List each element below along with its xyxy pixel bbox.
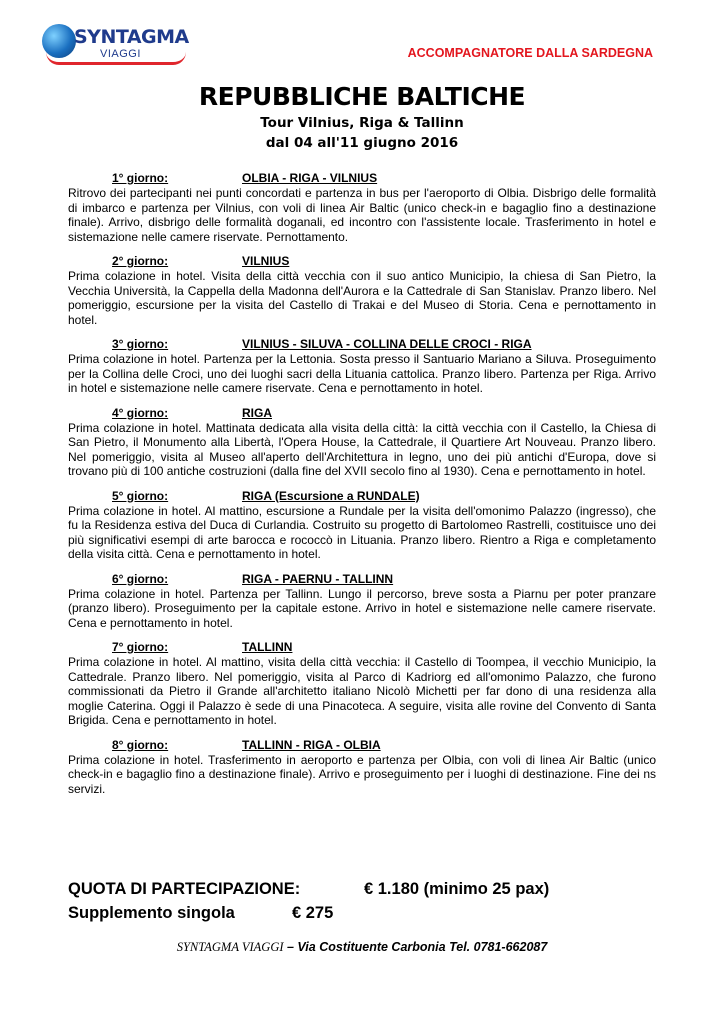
tour-dates: dal 04 all'11 giugno 2016 xyxy=(265,135,459,151)
price-line xyxy=(68,880,549,899)
day-route: TALLINN - RIGA - OLBIA xyxy=(242,737,381,752)
day-item xyxy=(68,254,656,327)
day-number: 2° giorno: xyxy=(112,254,169,268)
price-label: QUOTA DI PARTECIPAZIONE: xyxy=(68,880,301,898)
day-route: VILNIUS - SILUVA - COLLINA DELLE CROCI - RIGA xyxy=(242,337,532,351)
supplement-value: € 275 xyxy=(292,904,334,922)
price-value: € 1.180 (minimo 25 pax) xyxy=(364,880,550,898)
day-number: 7° giorno: xyxy=(112,640,169,654)
supplement-label: Supplemento singola xyxy=(68,904,235,922)
itinerary xyxy=(68,171,656,806)
footer-contact xyxy=(0,940,724,955)
day-description: Prima colazione in hotel. Mattinata dedicata alla visita della città: la città vecchia con il Castello, la Chiesa di San Pietro, il Monumento alla Libertà, l'Opera House, la Cattedrale, il Quartiere Art Nouveau. Pranzo libero. Nel pomeriggio, visita al Museo all'aperto dell'Architettura in legno, uno dei più antichi d'Europa, dove si trovano più di 100 antiche costruzioni (dalla fine del XVII secolo fino al 1930). Cena e pernottamento in hotel. xyxy=(68,420,656,478)
day-description: Prima colazione in hotel. Visita della città vecchia con il suo antico Municipio, la chiesa di San Pietro, la Vecchia Università, la Cappella della Madonna dell'Aurora e la Cattedrale di San Stanislav. Pranzo libero. Nel pomeriggio, escursione per la visita del Castello di Trakai e del Museo di Storia. Cena e pernottamento in hotel. xyxy=(68,269,656,327)
day-description: Prima colazione in hotel. Trasferimento in aeroporto e partenza per Olbia, con voli di linea Air Baltic (unico check-in e bagaglio fino a destinazione finale). Arrivo e proseguimento per i luoghi di destinazione. Fine dei ns servizi. xyxy=(68,752,656,796)
day-number: 8° giorno: xyxy=(112,737,169,752)
day-item xyxy=(68,337,656,396)
logo-name: SYNTAGMA xyxy=(74,26,189,48)
footer-address: – Via Costituente Carbonia Tel. 0781-662087 xyxy=(283,940,548,954)
day-description: Prima colazione in hotel. Partenza per la Lettonia. Sosta presso il Santuario Mariano a Siluva. Proseguimento per la Collina delle Croci, uno dei luoghi sacri della Lituania cattolica. Pranzo libero. Partenza per Riga. Arrivo in hotel e sistemazione nelle camere riservate. Cena e pernottamento in hotel. xyxy=(68,352,656,395)
day-item xyxy=(68,489,656,562)
day-number: 3° giorno: xyxy=(112,337,169,351)
footer-company: SYNTAGMA VIAGGI xyxy=(176,940,284,954)
day-description: Prima colazione in hotel. Al mattino, escursione a Rundale per la visita dell'omonimo Palazzo (ingresso), che fu la Residenza estiva del Duca di Curlandia. Costruito su progetto di Bartolomeo Rastrelli, costituisce uno dei più significativi esempi di arte barocca e rococcò in Lituania. Pranzo libero. Rientro a Riga e completamento della visita città. Cena e pernottamento in hotel. xyxy=(68,503,656,561)
day-route: VILNIUS xyxy=(242,254,290,268)
supplement-line xyxy=(68,904,333,923)
logo-sub: VIAGGI xyxy=(100,48,141,60)
page-title: REPUBBLICHE BALTICHE xyxy=(198,82,526,111)
day-description: Ritrovo dei partecipanti nei punti concordati e partenza in bus per l'aeroporto di Olbia. Disbrigo delle formalità di imbarco e partenza per Vilnius, con voli di linea Air Baltic (unico check-in e bagaglio fino a destinazione finale). Arrivo, disbrigo delle formalità doganali, ed incontro con l'assistente locale. Trasferimento in hotel e sistemazione nelle camere riservate. Pernottamento. xyxy=(68,186,656,244)
day-item xyxy=(68,640,656,728)
day-item xyxy=(68,171,656,244)
day-number: 6° giorno: xyxy=(112,571,169,586)
tour-subtitle: Tour Vilnius, Riga & Tallinn xyxy=(260,115,464,131)
day-item xyxy=(68,406,656,479)
day-route: TALLINN xyxy=(242,640,293,654)
day-route: RIGA - PAERNU - TALLINN xyxy=(242,571,394,586)
day-item xyxy=(68,572,656,631)
day-description: Prima colazione in hotel. Al mattino, visita della città vecchia: il Castello di Toompea, il vecchio Municipio, la Cattedrale. Pranzo libero. Nel pomeriggio, visita al Parco di Kadriorg ed all'omonimo Palazzo, che furono commissionati da Pietro il Grande all'architetto italiano Nicolò Michetti per far dono di una residenza alla moglie Caterina. Oggi il Palazzo è sede di una Pinacoteca. A seguire, visita alle rovine del Convento di Santa Brigida. Cena e pernottamento in hotel. xyxy=(68,655,656,727)
day-route: RIGA xyxy=(242,405,272,420)
accompagnatore-note: ACCOMPAGNATORE DALLA SARDEGNA xyxy=(407,46,653,60)
company-logo xyxy=(42,24,192,68)
day-number: 5° giorno: xyxy=(112,488,169,503)
day-number: 1° giorno: xyxy=(112,171,169,185)
day-route: OLBIA - RIGA - VILNIUS xyxy=(242,171,378,185)
day-number: 4° giorno: xyxy=(112,405,169,420)
day-item xyxy=(68,738,656,797)
day-description: Prima colazione in hotel. Partenza per Tallinn. Lungo il percorso, breve sosta a Piarnu per poter pranzare (pranzo libero). Proseguimento per la capitale estone. Arrivo in hotel e sistemazione nelle camere riservate. Cena e pernottamento in hotel. xyxy=(68,586,656,630)
day-route: RIGA (Escursione a RUNDALE) xyxy=(242,488,420,503)
